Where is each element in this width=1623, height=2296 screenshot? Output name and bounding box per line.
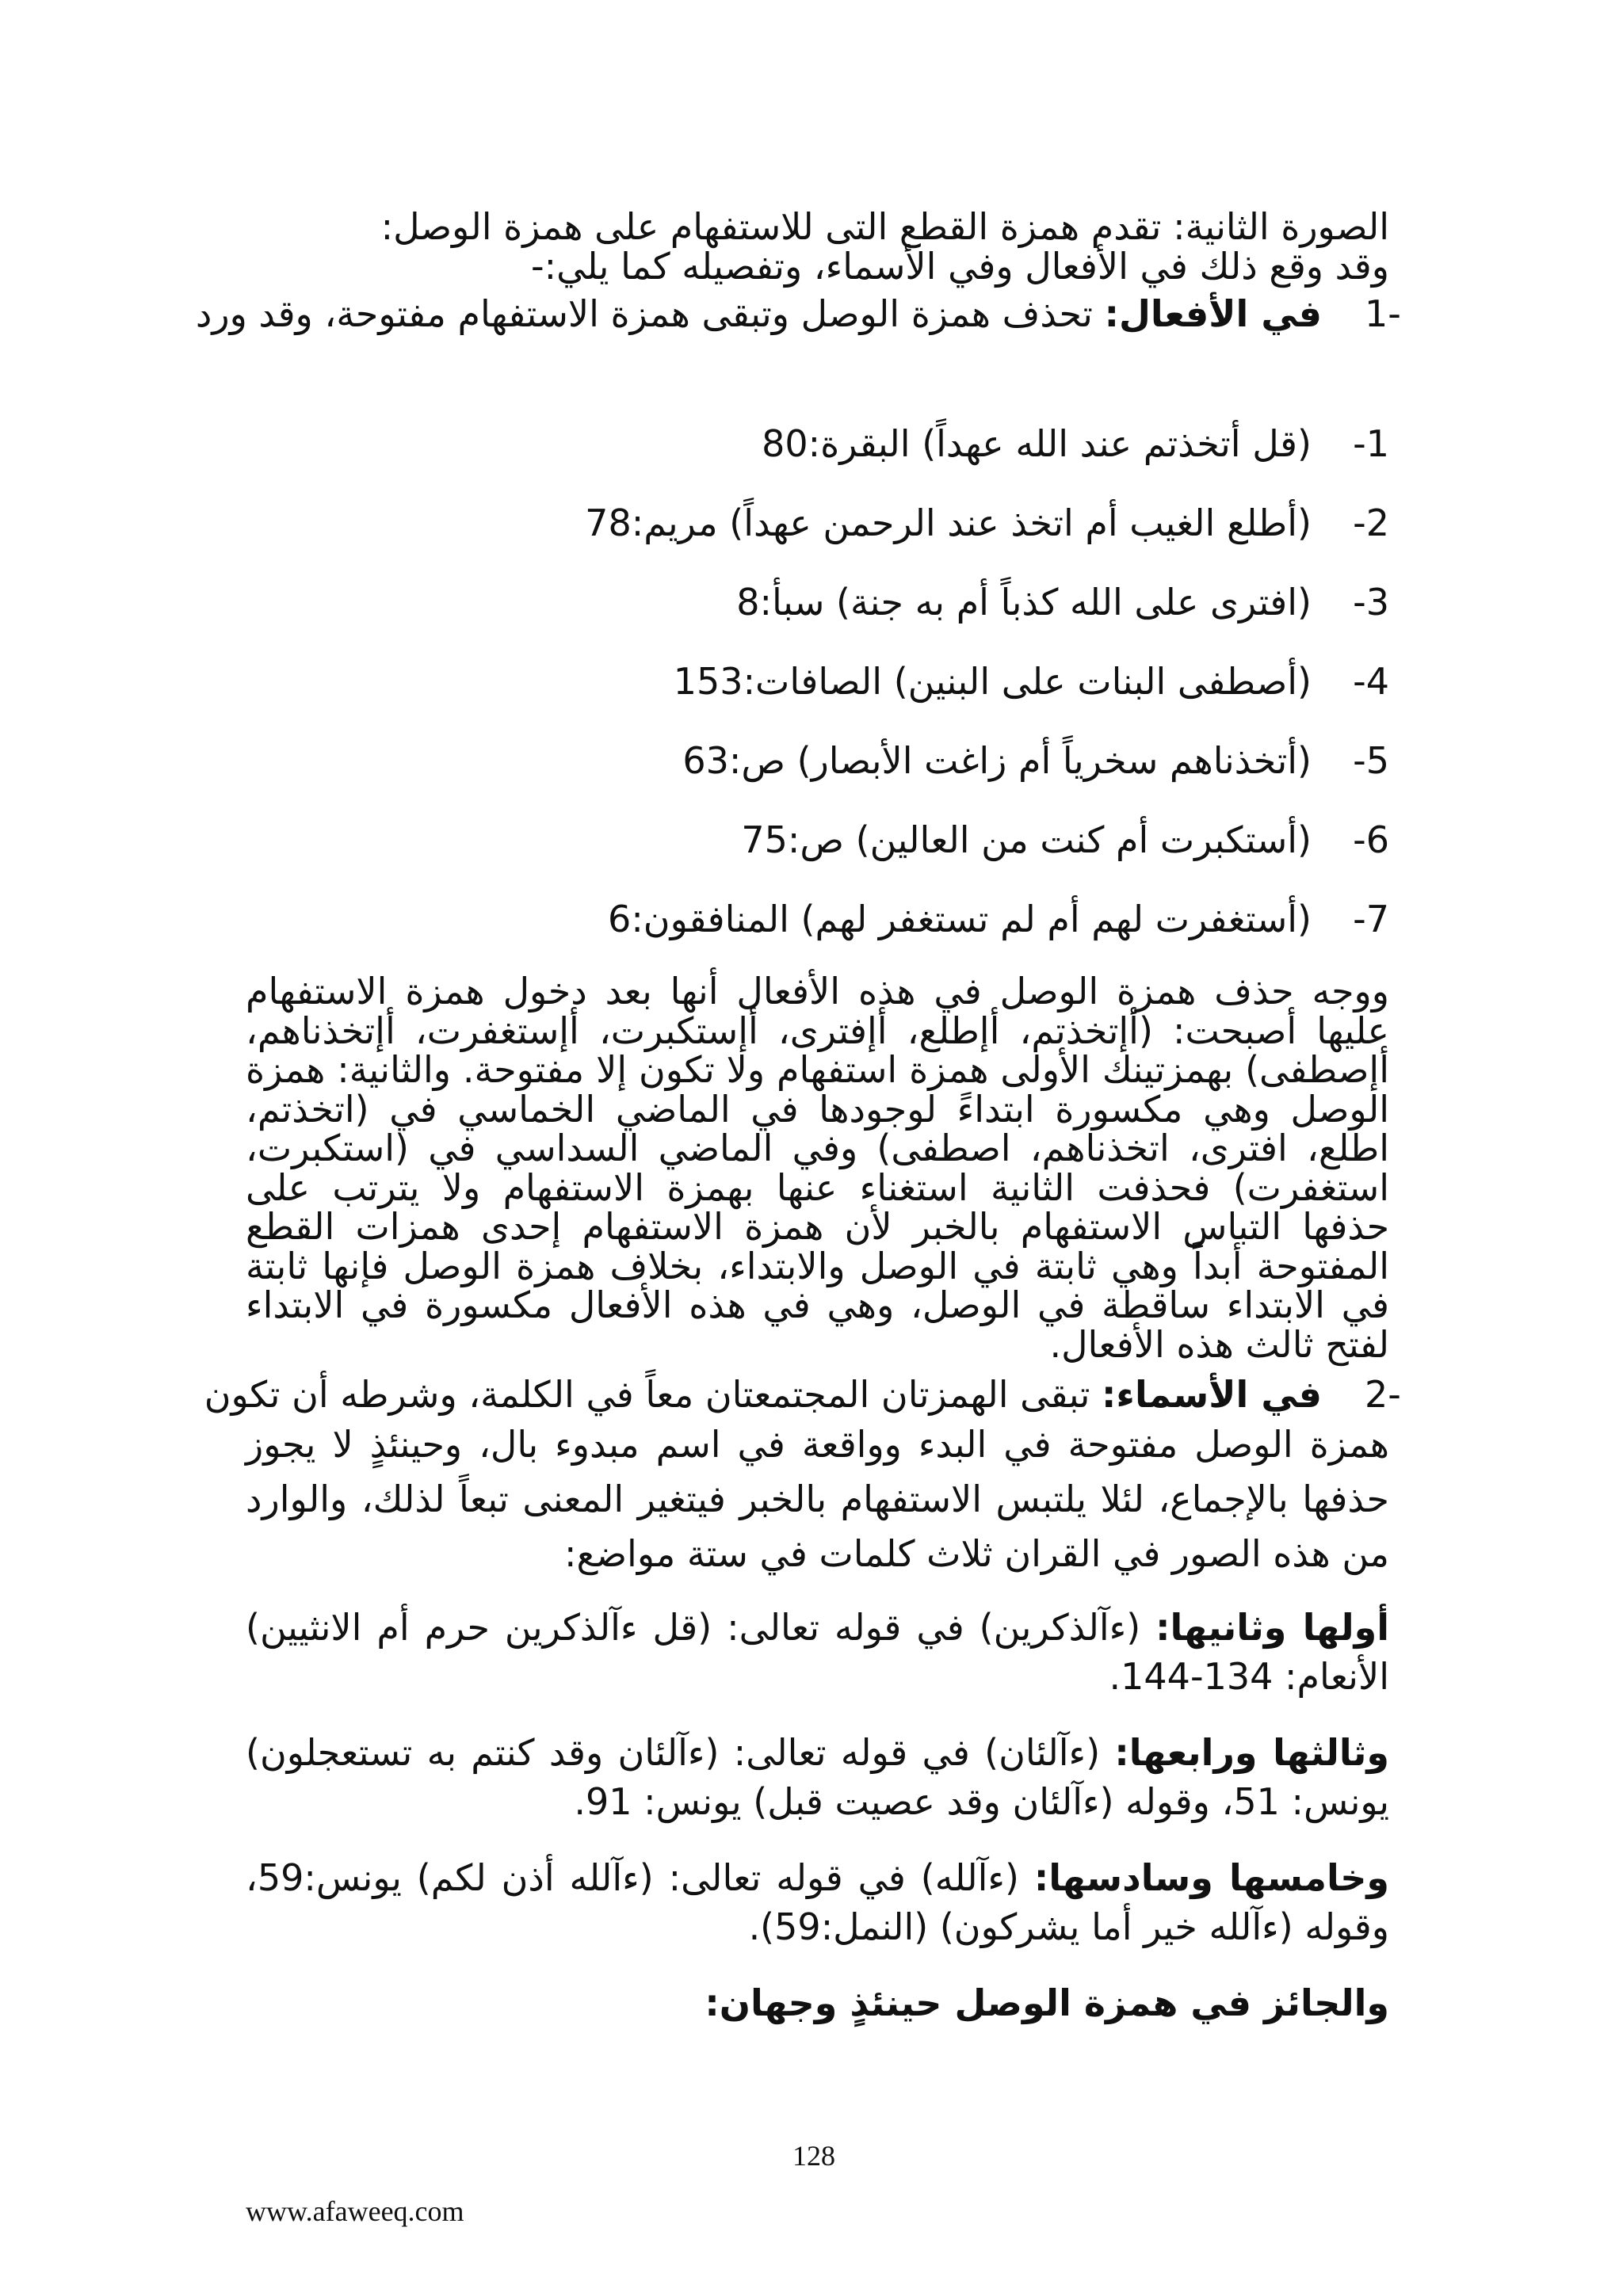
- verse-text: (أصطفى البنات على البنين) الصافات:153: [673, 660, 1312, 703]
- section-1-heading: في الأفعال:: [1104, 292, 1322, 335]
- verse-number: 3-: [1353, 581, 1389, 624]
- website-link[interactable]: www.afaweeq.com: [246, 2195, 464, 2227]
- verse-text: (قل أتخذتم عند الله عهداً) البقرة:80: [762, 422, 1312, 465]
- closing-line: والجائز في همزة الوصل حينئذٍ وجهان:: [705, 1981, 1389, 2024]
- verse-number: 1-: [1353, 422, 1389, 465]
- explanation-paragraph: ووجه حذف همزة الوصل في هذه الأفعال أنها بعد دخول همزة الاستفهام عليها أصبحت: (أإتخذتم، أإطلع، أإفترى، أإستكبرت، أإستغفرت، أإتخذناهم، أإصطفى) بهمزتينك الأولى همزة استفهام ولا تكون إلا مفتوحة. والثانية: همزة الوصل وهي مكسورة ابتداءً لوجودها في الماضي الخماسي في (اتخذتم، اطلع، افترى، اتخذناهم، اصطفى) وفي الماضي السداسي في (استكبرت، استغفرت) فحذفت الثانية استغناء عنها بهمزة الاستفهام ولا يترتب على حذفها التباس الاستفهام بالخبر لأن همزة الاستفهام إحدى همزات القطع المفتوحة أبداً وهي ثابتة في الوصل والابتداء، بخلاف همزة الوصل فإنها ثابتة في الابتداء ساقطة في الوصل، وهي في هذه الأفعال مكسورة في الابتداء لفتح ثالث هذه الأفعال.: [246, 970, 1389, 1366]
- item-text: (ءآلله) في قوله تعالى: (ءآلله أذن لكم) يونس:59، وقوله (ءآلله خير أما يشركون) (النمل:59).: [246, 1856, 1389, 1948]
- item-paragraph: [246, 1728, 1389, 1826]
- section-2-number: 2-: [1365, 1373, 1401, 1416]
- verse-text: (افترى على الله كذباً أم به جنة) سبأ:8: [736, 581, 1312, 624]
- item-label: وثالثها ورابعها:: [1114, 1731, 1389, 1774]
- verse-number: 2-: [1353, 502, 1389, 544]
- section-1-title: [195, 291, 1322, 337]
- item-paragraph: [246, 1853, 1389, 1951]
- verse-text: (أستكبرت أم كنت من العالين) ص:75: [741, 818, 1312, 861]
- section-1-number: 1-: [1365, 292, 1401, 335]
- section-2-paragraph: همزة الوصل مفتوحة في البدء وواقعة في اسم مبدوء بال، وحينئذٍ لا يجوز حذفها بالإجماع، لئلا يلتبس الاستفهام بالخبر فيتغير المعنى تبعاً لذلك، والوارد من هذه الصور في القران ثلاث كلمات في ستة مواضع:: [246, 1423, 1389, 1575]
- verse-text: (أتخذناهم سخرياً أم زاغت الأبصار) ص:63: [682, 739, 1312, 782]
- verse-number: 5-: [1353, 739, 1389, 782]
- item-paragraph: [246, 1603, 1389, 1701]
- verse-number: 6-: [1353, 818, 1389, 861]
- verse-number: 7-: [1353, 898, 1389, 940]
- verse-number: 4-: [1353, 660, 1389, 703]
- section-2-title: [204, 1371, 1322, 1417]
- item-text: (ءآلذكرين) في قوله تعالى: (قل ءآلذكرين حرم أم الانثيين) الأنعام: 134-144.: [246, 1606, 1389, 1698]
- item-label: أولها وثانيها:: [1155, 1606, 1389, 1649]
- intro-line-1: الصورة الثانية: تقدم همزة القطع التى للاستفهام على همزة الوصل:: [380, 205, 1389, 248]
- section-2-heading: في الأسماء:: [1102, 1373, 1322, 1416]
- item-label: وخامسها وسادسها:: [1033, 1856, 1389, 1899]
- verse-text: (أطلع الغيب أم اتخذ عند الرحمن عهداً) مريم:78: [585, 502, 1312, 544]
- intro-line-2: وقد وقع ذلك في الأفعال وفي الأسماء، وتفصيله كما يلي:-: [531, 245, 1389, 288]
- section-1-text: تحذف همزة الوصل وتبقى همزة الاستفهام مفتوحة، وقد ورد: [195, 292, 1093, 335]
- verse-text: (أستغفرت لهم أم لم تستغفر لهم) المنافقون:6: [608, 898, 1312, 940]
- page-number: 128: [792, 2140, 835, 2172]
- item-text: (ءآلئان) في قوله تعالى: (ءآلئان وقد كنتم به تستعجلون) يونس: 51، وقوله (ءآلئان وقد عصيت قبل) يونس: 91.: [246, 1731, 1389, 1823]
- section-2-text: تبقى الهمزتان المجتمعتان معاً في الكلمة، وشرطه أن تكون: [204, 1373, 1090, 1416]
